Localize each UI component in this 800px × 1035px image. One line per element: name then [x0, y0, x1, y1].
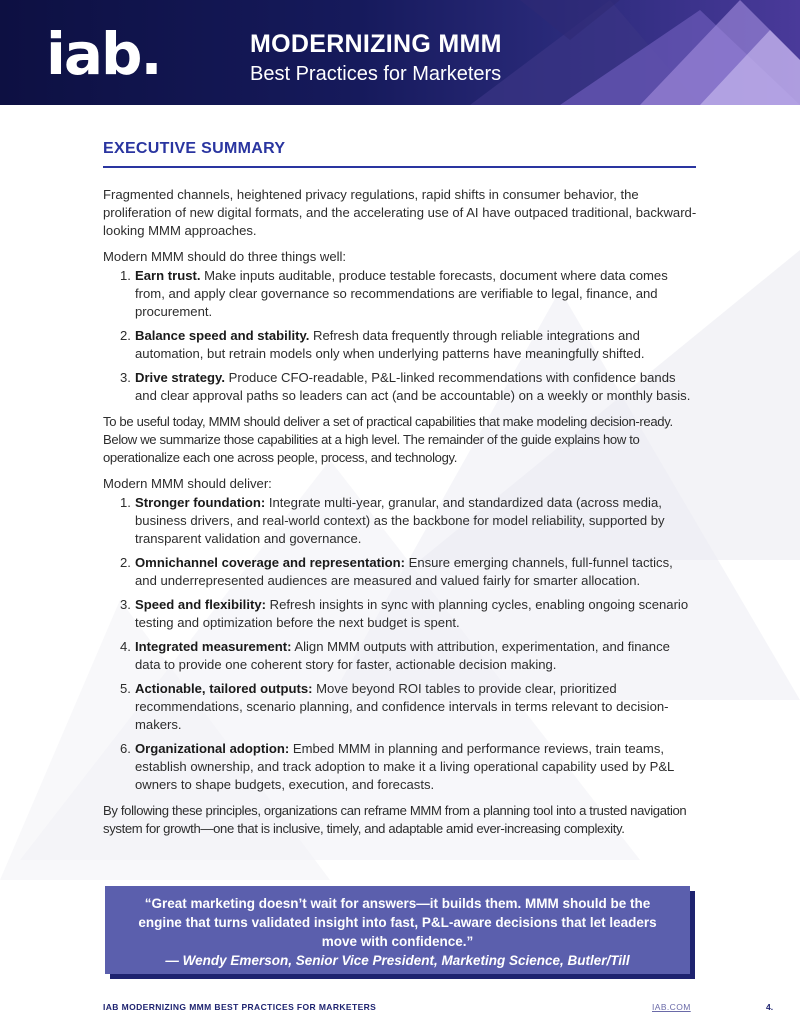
- section-heading: [103, 139, 696, 168]
- list-number: 1.: [120, 268, 131, 283]
- section-divider: [103, 166, 696, 168]
- list-number: 2.: [120, 328, 131, 343]
- list-item-title: Organizational adoption:: [135, 741, 290, 756]
- list-item: [103, 596, 698, 632]
- list-item-text: Embed MMM in planning and performance reviews, train teams, establish ownership, and track adoption to make it a living operational capability used by P&L owners to shape budgets, execution, and forecasts.: [135, 741, 674, 792]
- list-item-text: Make inputs auditable, produce testable forecasts, document where data comes from, and apply clear governance so recommendations are verifiable to legal, finance, and procurement.: [135, 268, 668, 319]
- capabilities-list: [103, 494, 698, 794]
- middle-paragraph: To be useful today, MMM should deliver a set of practical capabilities that make modeling decision-ready. Below we summarize those capabilities at a high level. The remainder of the guide explains how to operationalize each one across people, process, and technology.: [103, 414, 673, 465]
- list1-lead: Modern MMM should do three things well:: [103, 249, 347, 264]
- list-item-title: Integrated measurement:: [135, 639, 292, 654]
- list-item-title: Omnichannel coverage and representation:: [135, 555, 405, 570]
- intro-paragraph: Fragmented channels, heightened privacy regulations, rapid shifts in consumer behavior, the proliferation of new digital formats, and the accelerating use of AI have outpaced traditional, backward-looking MMM approaches.: [103, 187, 697, 238]
- list-item-text: Produce CFO-readable, P&L-linked recommendations with confidence bands and clear approval paths so leaders can act (and be accountable) on a weekly or monthly basis.: [135, 370, 691, 403]
- list-item-text: Refresh data frequently through reliable integrations and automation, but retrain models only when underlying patterns have meaningfully shifted.: [135, 328, 645, 361]
- list-item-title: Stronger foundation:: [135, 495, 266, 510]
- document-subtitle: Best Practices for Marketers: [250, 63, 502, 85]
- three-things-list: [103, 267, 698, 405]
- list-item-text: Ensure emerging channels, full-funnel tactics, and underrepresented audiences are measured and valued fairly for smarter allocation.: [135, 555, 673, 588]
- page-number: 4.: [766, 1002, 774, 1012]
- list-item: [103, 638, 698, 674]
- list-item: [103, 740, 698, 794]
- quote-attribution: — Wendy Emerson, Senior Vice President, Marketing Science, Butler/Till: [165, 953, 630, 968]
- iab-logo: iab.: [46, 20, 161, 88]
- footer-link[interactable]: IAB.COM: [652, 1002, 691, 1012]
- list-item-text: Refresh insights in sync with planning cycles, enabling ongoing scenario testing and optimization before the next budget is spent.: [135, 597, 689, 630]
- list-number: 4.: [120, 639, 131, 654]
- list-item-title: Speed and flexibility:: [135, 597, 266, 612]
- list-item-title: Actionable, tailored outputs:: [135, 681, 313, 696]
- quote-text: “Great marketing doesn’t wait for answers—it builds them. MMM should be the engine that turns validated insight into fast, P&L-aware decisions that let leaders move with confidence.”: [138, 896, 657, 949]
- list-item: [103, 267, 698, 321]
- list-number: 5.: [120, 681, 131, 696]
- list-number: 6.: [120, 741, 131, 756]
- document-title: MODERNIZING MMM: [250, 30, 502, 58]
- list-item-title: Earn trust.: [135, 268, 201, 283]
- list2-lead: Modern MMM should deliver:: [103, 476, 272, 491]
- list-number: 2.: [120, 555, 131, 570]
- footer-document-name: IAB MODERNIZING MMM BEST PRACTICES FOR MARKETERS: [103, 1002, 377, 1012]
- list-item: [103, 494, 698, 548]
- section-title: EXECUTIVE SUMMARY: [103, 140, 286, 157]
- quote-callout: [105, 886, 690, 974]
- list-item: [103, 327, 698, 363]
- closing-paragraph: By following these principles, organizations can reframe MMM from a planning tool into a trusted navigation system for growth—one that is inclusive, timely, and adaptable amid ever-increasing complexity.: [103, 803, 687, 836]
- list-item-text: Integrate multi-year, granular, and standardized data (across media, business drivers, and real-world context) as the backbone for model reliability, supported by transparent validation and governance.: [135, 495, 665, 546]
- page-header: [0, 0, 800, 105]
- list-item: [103, 369, 698, 405]
- list-item-text: Move beyond ROI tables to provide clear, prioritized recommendations, scenario planning, and confidence intervals in terms relevant to decision-makers.: [135, 681, 669, 732]
- list-item-title: Drive strategy.: [135, 370, 225, 385]
- page-footer: [0, 998, 800, 1018]
- list-item-text: Align MMM outputs with attribution, experimentation, and finance data to provide one coherent story for faster, actionable decision making.: [135, 639, 670, 672]
- list-number: 1.: [120, 495, 131, 510]
- list-item-title: Balance speed and stability.: [135, 328, 310, 343]
- list-item: [103, 554, 698, 590]
- list-item: [103, 680, 698, 734]
- list-number: 3.: [120, 370, 131, 385]
- body-content: [103, 186, 698, 846]
- list-number: 3.: [120, 597, 131, 612]
